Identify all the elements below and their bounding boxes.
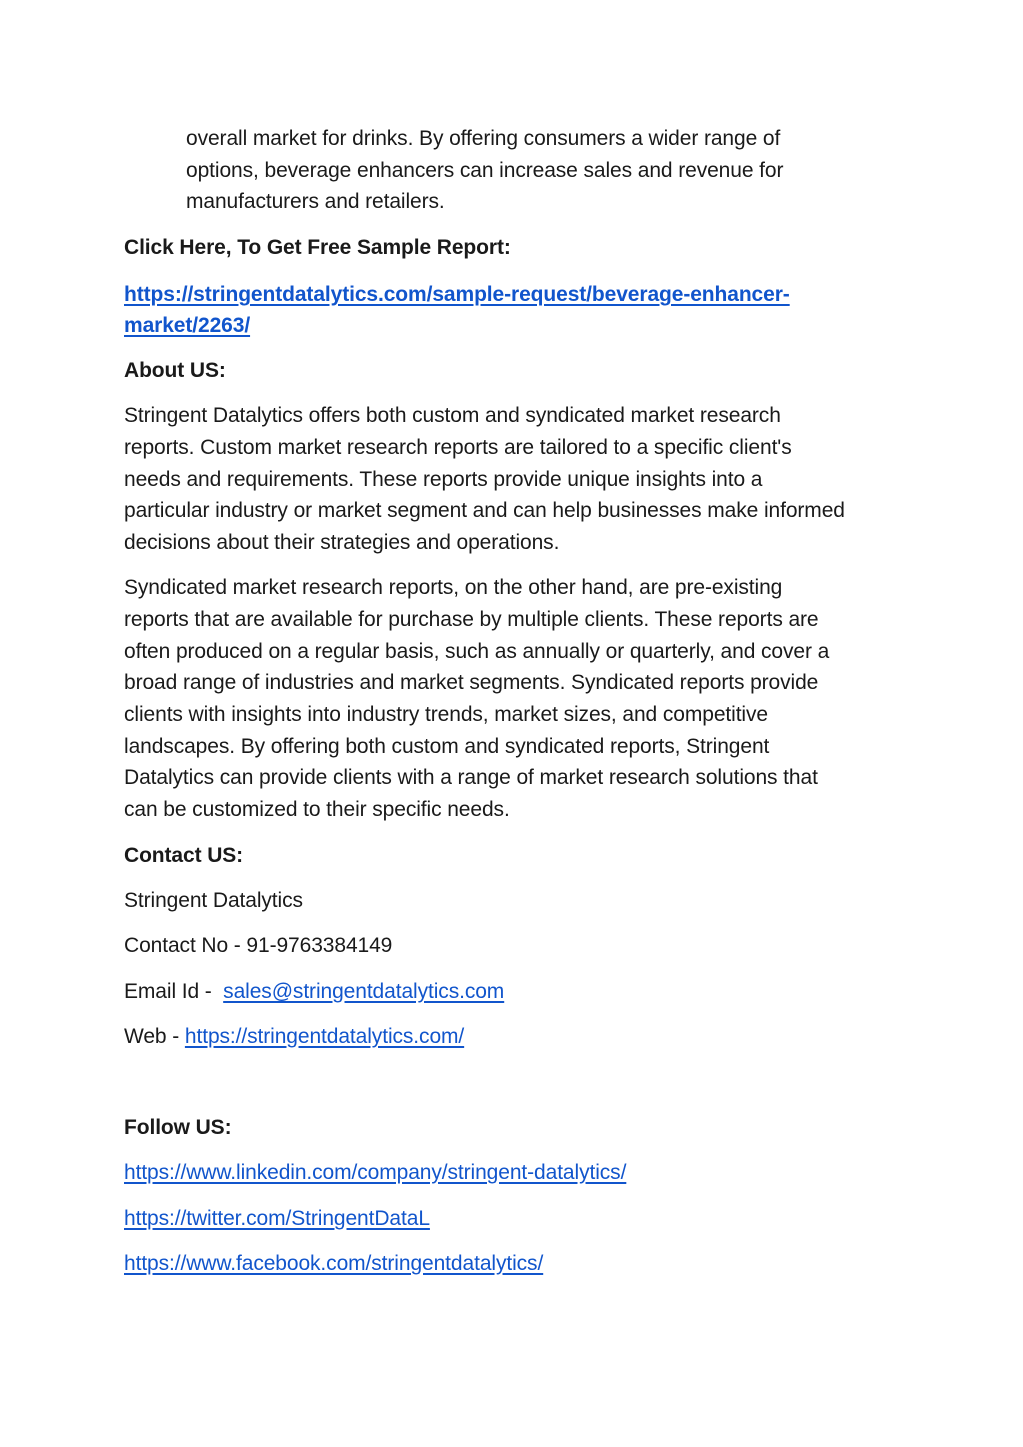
intro-line: manufacturers and retailers.	[186, 190, 445, 213]
syndicated-paragraph-line: clients with insights into industry trends, market sizes, and competitive	[124, 703, 768, 726]
sample-report-link[interactable]: https://stringentdatalytics.com/sample-request/beverage-enhancer-	[124, 283, 790, 306]
intro-line: options, beverage enhancers can increase sales and revenue for	[186, 159, 784, 182]
web-label: Web -	[124, 1025, 180, 1048]
syndicated-paragraph-line: can be customized to their specific needs.	[124, 798, 510, 821]
syndicated-paragraph-line: broad range of industries and market segments. Syndicated reports provide	[124, 671, 819, 694]
syndicated-paragraph-line: often produced on a regular basis, such as annually or quarterly, and cover a	[124, 640, 830, 663]
facebook-link[interactable]: https://www.facebook.com/stringentdatalytics/	[124, 1252, 544, 1275]
syndicated-paragraph-line: landscapes. By offering both custom and syndicated reports, Stringent	[124, 735, 770, 758]
syndicated-paragraph-line: reports that are available for purchase by multiple clients. These reports are	[124, 608, 819, 631]
contact-phone: Contact No - 91-9763384149	[124, 934, 393, 957]
about-paragraph-line: Stringent Datalytics offers both custom and syndicated market research	[124, 404, 781, 427]
about-paragraph-line: decisions about their strategies and operations.	[124, 531, 560, 554]
company-name: Stringent Datalytics	[124, 889, 303, 912]
email-link[interactable]: sales@stringentdatalytics.com	[223, 980, 505, 1003]
about-heading: About US:	[124, 359, 226, 382]
follow-heading: Follow US:	[124, 1116, 232, 1139]
syndicated-paragraph-line: Syndicated market research reports, on the other hand, are pre-existing	[124, 576, 783, 599]
sample-report-heading: Click Here, To Get Free Sample Report:	[124, 236, 511, 259]
intro-line: overall market for drinks. By offering consumers a wider range of	[186, 127, 781, 150]
about-paragraph-line: reports. Custom market research reports are tailored to a specific client's	[124, 436, 792, 459]
about-paragraph-line: particular industry or market segment and can help businesses make informed	[124, 499, 845, 522]
contact-heading: Contact US:	[124, 844, 244, 867]
website-link[interactable]: https://stringentdatalytics.com/	[184, 1025, 465, 1048]
linkedin-link[interactable]: https://www.linkedin.com/company/stringent-datalytics/	[124, 1161, 627, 1184]
email-label: Email Id -	[124, 980, 212, 1003]
twitter-link[interactable]: https://twitter.com/StringentDataL	[124, 1207, 430, 1230]
about-paragraph-line: needs and requirements. These reports provide unique insights into a	[124, 468, 763, 491]
web-row	[124, 1023, 464, 1051]
sample-report-link-continued[interactable]: market/2263/	[124, 314, 251, 337]
email-row	[124, 978, 504, 1006]
syndicated-paragraph-line: Datalytics can provide clients with a range of market research solutions that	[124, 766, 818, 789]
